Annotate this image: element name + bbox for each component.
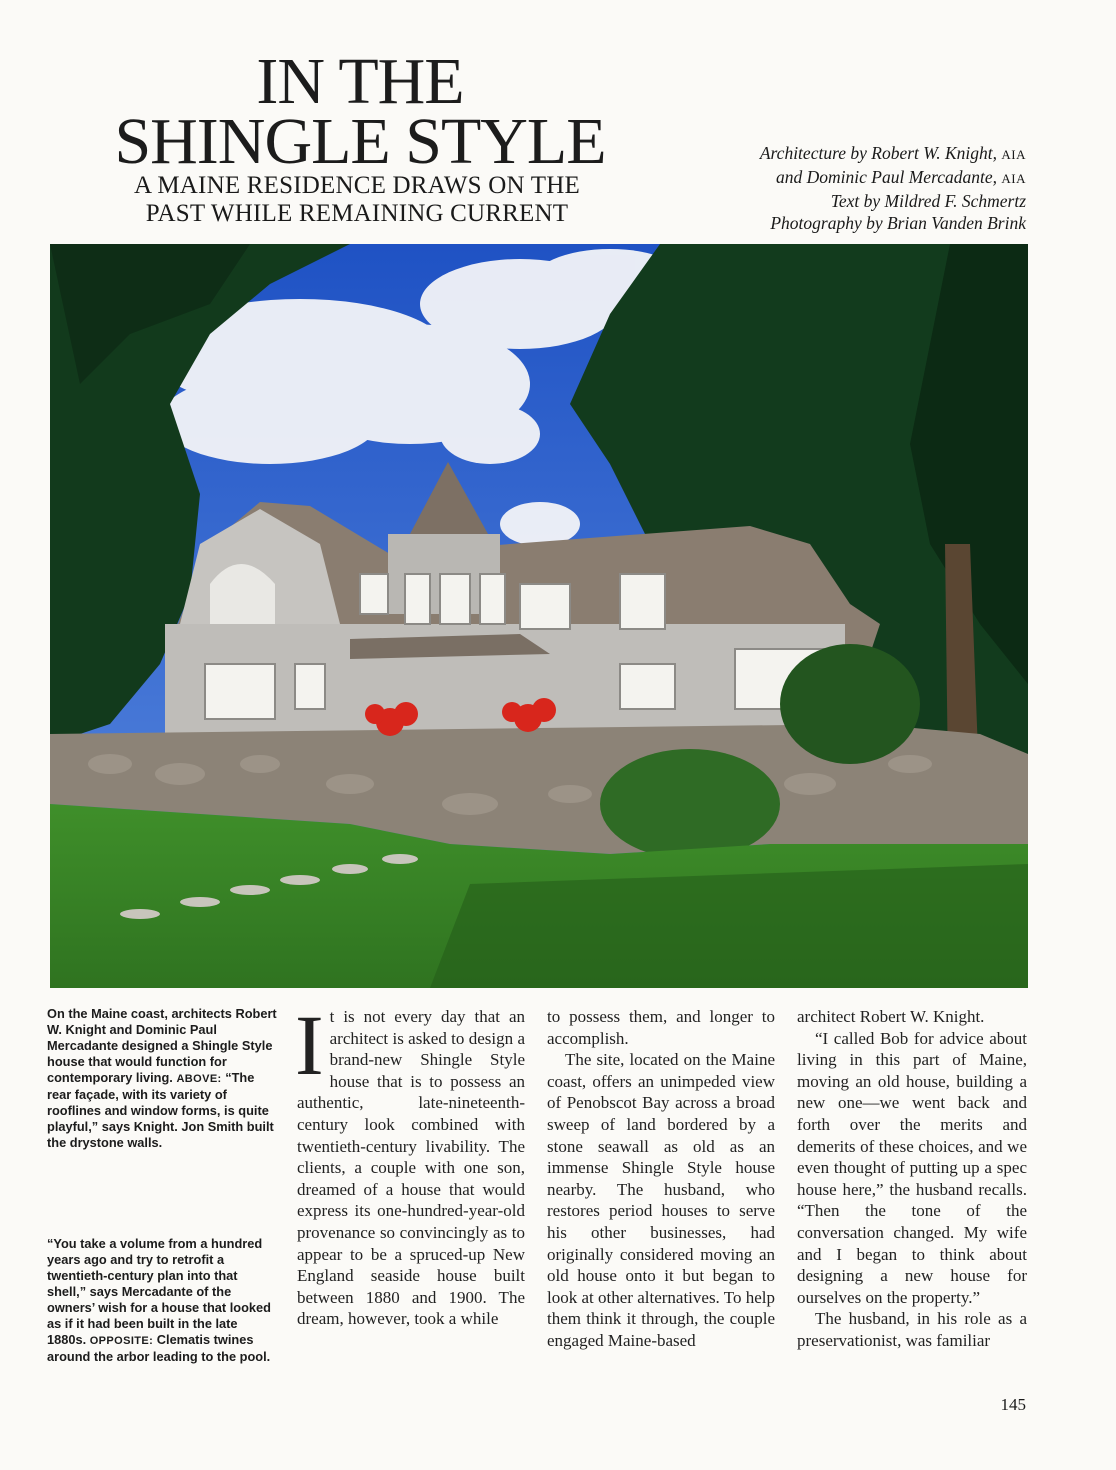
credit-architecture-2 bbox=[646, 166, 1026, 190]
column-2-para-1: to possess them, and longer to accomplish. bbox=[547, 1007, 775, 1048]
caption-quote: “The rear façade, with its variety of rooflines and window forms, is quite playful,” says Knight. Jon Smith built the drystone walls. bbox=[47, 1070, 274, 1150]
caption-label-opposite: OPPOSITE: bbox=[89, 1335, 154, 1347]
page-number: 145 bbox=[1000, 1395, 1026, 1414]
article-credits bbox=[646, 142, 1026, 234]
article-column-2 bbox=[547, 1006, 775, 1352]
credit-aia-2: AIA bbox=[1001, 171, 1026, 186]
article-subtitle bbox=[92, 172, 622, 228]
article-column-1 bbox=[295, 997, 525, 1330]
credit-text: Text by Mildred F. Schmertz bbox=[830, 191, 1026, 211]
credit-architecture bbox=[646, 142, 1026, 166]
opposite-caption bbox=[47, 1236, 279, 1365]
column-3-para-3: The husband, in his role as a preservationist, was familiar bbox=[797, 1309, 1027, 1350]
credit-photography: Photography by Brian Vanden Brink bbox=[770, 213, 1026, 233]
caption-text: On the Maine coast, architects Robert W. Knight and Dominic Paul Mercadante designed a Shingle Style house that would function for contemporary living. bbox=[47, 1006, 277, 1085]
article-column-3 bbox=[797, 1006, 1027, 1352]
article-title bbox=[80, 45, 640, 178]
caption-label-above: ABOVE: bbox=[176, 1073, 222, 1085]
credit-aia-1: AIA bbox=[1001, 147, 1026, 162]
house-photo bbox=[50, 244, 1028, 988]
title-line-2: SHINGLE STYLE bbox=[114, 105, 606, 178]
column-3-para-2: “I called Bob for advice about living in this part of Maine, moving an old house, building a new one—we went back and forth over the merits and demerits of these choices, and we even thought of putting up a spec house here,” the husband recalls. “Then the tone of the conversation changed. My wife and I began to think about designing a new house for ourselves on the property.” bbox=[797, 1028, 1027, 1307]
opposite-caption-text: “You take a volume from a hundred years ago and try to retrofit a twentieth-century plan into that shell,” says Mercadante of the owners’ wish for a house that looked as if it had been built in the late 1880s. bbox=[47, 1236, 271, 1347]
subtitle-line-1: A MAINE RESIDENCE DRAWS ON THE bbox=[134, 172, 580, 199]
photo-caption bbox=[47, 1006, 279, 1151]
credit-architecture-text: Architecture by Robert W. Knight, bbox=[759, 143, 998, 163]
title-line-1: IN THE bbox=[256, 45, 464, 118]
column-1-text: t is not every day that an architect is asked to design a brand-new Shingle Style house that is to possess an authentic, late-nineteenth-century look combined with twentieth-century livability. The clients, a couple with one son, dreamed of a house that would express its one-hundred-year-old provenance so convincingly as to appear to be a spruced-up New England seaside house built between 1880 and 1900. The dream, however, took a while bbox=[297, 1007, 525, 1329]
opposite-caption-after: Clematis twines around the arbor leading to the pool. bbox=[47, 1332, 271, 1364]
column-2-para-2: The site, located on the Maine coast, offers an unimpeded view of Penobscot Bay across a broad sweep of land bordered by a stone seawall as old as an immense Shingle Style house nearby. The husband, who restores period houses to serve his other businesses, had originally considered moving an old house onto it but began to look at other alternatives. To help them think it through, the couple engaged Maine-based bbox=[547, 1050, 775, 1350]
drop-cap: I bbox=[295, 997, 324, 1093]
credit-architecture-2-text: and Dominic Paul Mercadante, bbox=[776, 167, 998, 187]
subtitle-line-2: PAST WHILE REMAINING CURRENT bbox=[145, 200, 569, 227]
column-3-para-1: architect Robert W. Knight. bbox=[797, 1007, 985, 1026]
